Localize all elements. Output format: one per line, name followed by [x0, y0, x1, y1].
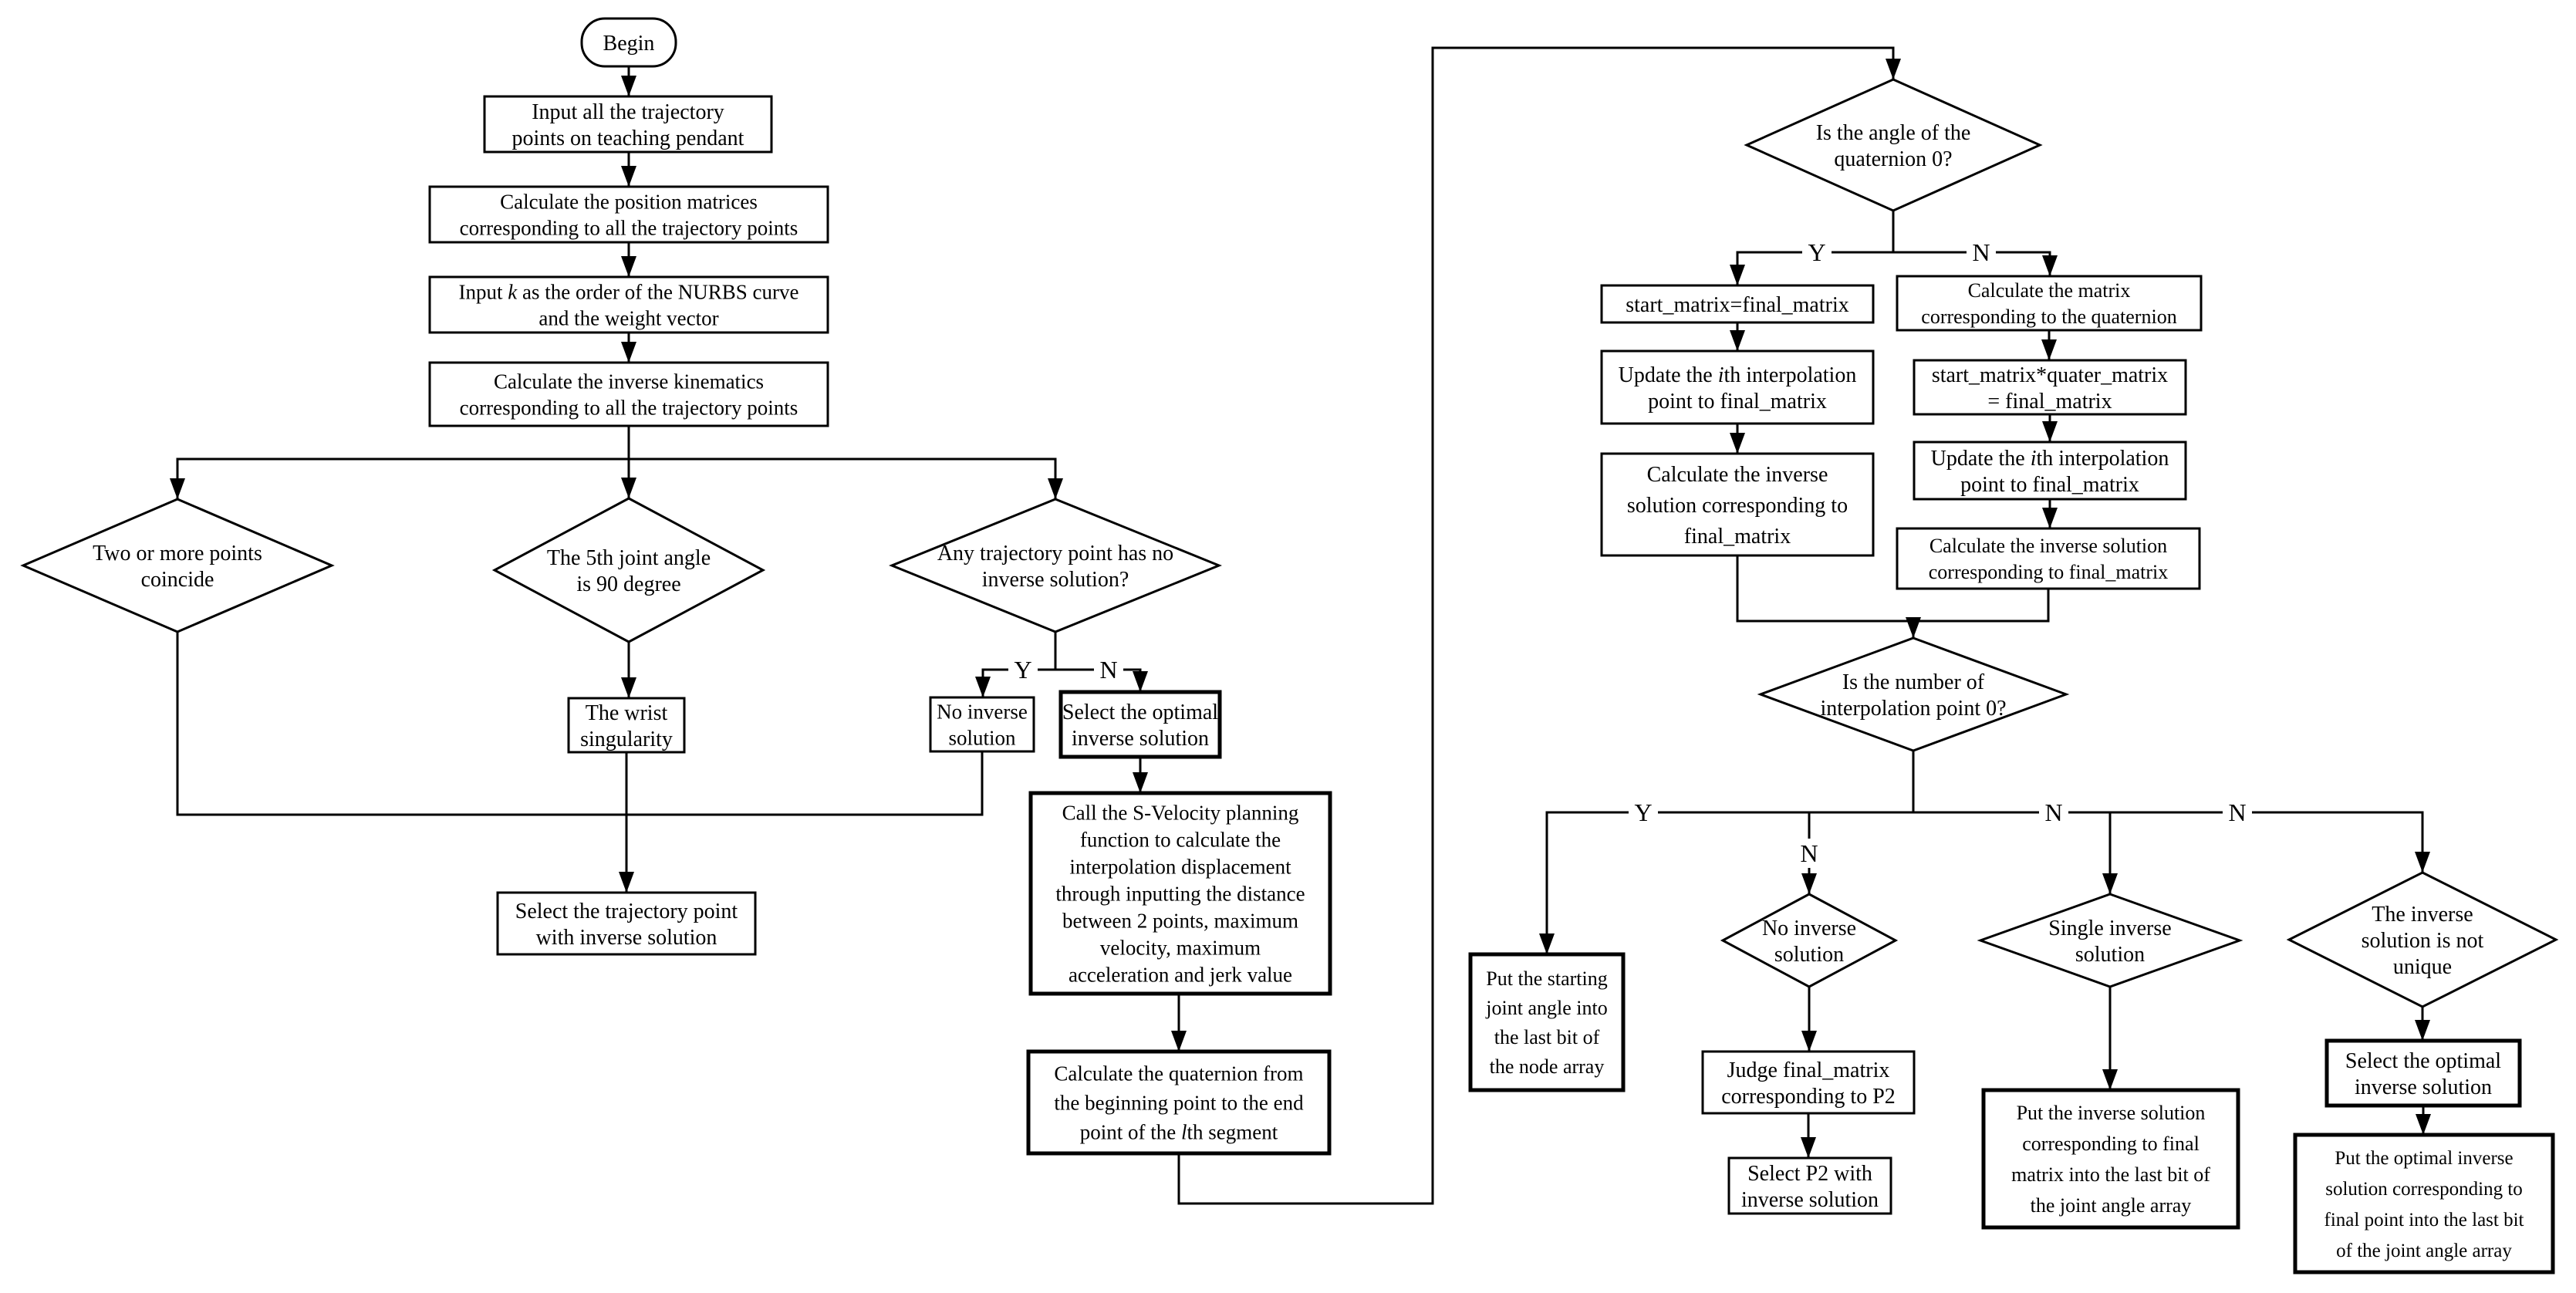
branch-label-y-0 [1008, 655, 1038, 684]
judge-final-matrix-p2-label-line-0: Judge final_matrix [1727, 1058, 1890, 1082]
branch-label-n-7 [2223, 798, 2252, 827]
update-ith-interpolation-n-label-line-0: Update the ith interpolation [1930, 446, 2169, 471]
decision-any-point-no-inverse-label-line-1: inverse solution? [981, 567, 1129, 592]
call-s-velocity-planning-label-line-2: interpolation displacement [1069, 855, 1291, 879]
node-select-p2 [1729, 1158, 1891, 1214]
call-s-velocity-planning-label-line-0: Call the S-Velocity planning [1062, 801, 1299, 825]
select-optimal-inverse-2-label-line-1: inverse solution [2354, 1075, 2493, 1099]
branch-label-n-6 [2039, 798, 2068, 827]
calc-quaternion-segment-label-line-2: point of the lth segment [1079, 1120, 1278, 1144]
decision-no-inverse-solution-label-line-0: No inverse [1761, 916, 1857, 940]
select-trajectory-point-label-line-1: with inverse solution [535, 925, 717, 950]
wrist-singularity-label-line-0: The wrist [585, 701, 668, 725]
branch-label-text: N [1099, 656, 1118, 684]
node-input-k-order [430, 277, 828, 333]
node-begin [582, 19, 676, 66]
decision-single-inverse-label-line-1: solution [2075, 942, 2146, 967]
calc-inverse-solution-y-label-line-2: final_matrix [1683, 524, 1791, 549]
start-matrix-times-quater-label-line-1: = final_matrix [1987, 389, 2112, 414]
node-select-trajectory-point [498, 893, 755, 954]
branch-label-n-1 [1094, 655, 1123, 684]
no-inverse-solution-box-label-line-1: solution [948, 726, 1016, 750]
node-calc-inverse-solution-n [1897, 528, 2200, 589]
calc-matrix-quaternion-label-line-0: Calculate the matrix [1967, 279, 2131, 302]
node-put-optimal-inverse [2295, 1135, 2553, 1272]
calc-matrix-quaternion-label-line-1: corresponding to the quaternion [1921, 306, 2177, 329]
select-p2-label-line-0: Select P2 with [1747, 1161, 1872, 1186]
calc-inverse-solution-y-label-line-0: Calculate the inverse [1646, 462, 1828, 487]
put-optimal-inverse-label-line-1: solution corresponding to [2325, 1178, 2523, 1200]
decision-5th-joint-angle-label-line-0: The 5th joint angle [546, 545, 711, 570]
node-start-matrix-eq-final-matrix [1602, 285, 1873, 322]
calc-quaternion-segment-label-line-0: Calculate the quaternion from [1054, 1062, 1304, 1085]
call-s-velocity-planning-label-line-3: through inputting the distance [1055, 882, 1305, 906]
start-matrix-eq-final-matrix-label-line-0: start_matrix=final_matrix [1626, 292, 1849, 317]
node-update-ith-interpolation-n [1914, 442, 2186, 499]
decision-number-interpolation-0-label-line-1: interpolation point 0? [1820, 696, 2007, 721]
put-inverse-solution-label-line-2: matrix into the last bit of [2011, 1163, 2210, 1187]
decision-inverse-not-unique-label-line-1: solution is not [2361, 928, 2484, 953]
select-optimal-inverse-label-line-1: inverse solution [1071, 726, 1210, 751]
node-update-ith-interpolation-y [1602, 351, 1873, 424]
call-s-velocity-planning-label-line-1: function to calculate the [1079, 828, 1281, 852]
node-calc-matrix-quaternion [1897, 276, 2201, 330]
node-calc-quaternion-segment [1028, 1052, 1329, 1153]
node-call-s-velocity-planning [1031, 793, 1330, 994]
node-start-matrix-times-quater [1914, 360, 2186, 414]
calc-inverse-kinematics-label-line-1: corresponding to all the trajectory points [459, 396, 798, 420]
decision-number-interpolation-0-label-line-0: Is the number of [1842, 670, 1985, 694]
node-no-inverse-solution-box [930, 697, 1034, 751]
decision-inverse-not-unique-label-line-0: The inverse [2372, 902, 2473, 927]
calc-inverse-solution-n-label-line-1: corresponding to final_matrix [1928, 561, 2169, 584]
begin-label-line-0: Begin [603, 31, 655, 56]
call-s-velocity-planning-label-line-5: velocity, maximum [1099, 936, 1261, 960]
put-inverse-solution-label-line-0: Put the inverse solution [2016, 1102, 2206, 1125]
input-k-order-label-line-0: Input k as the order of the NURBS curve [458, 280, 799, 304]
decision-5th-joint-angle-label-line-1: is 90 degree [576, 572, 681, 596]
decision-angle-quaternion-0-label-line-1: quaternion 0? [1834, 147, 1953, 171]
wrist-singularity-label-line-1: singularity [580, 727, 673, 751]
calc-quaternion-segment-label-line-1: the beginning point to the end [1054, 1091, 1304, 1115]
judge-final-matrix-p2-label-line-1: corresponding to P2 [1721, 1084, 1896, 1109]
input-k-order-label-line-1: and the weight vector [538, 306, 719, 330]
put-starting-joint-angle-label-line-3: the node array [1489, 1055, 1605, 1079]
branch-label-text: N [1800, 839, 1818, 867]
select-trajectory-point-label-line-0: Select the trajectory point [515, 899, 738, 923]
calc-inverse-solution-n-label-line-0: Calculate the inverse solution [1929, 535, 2168, 558]
node-judge-final-matrix-p2 [1703, 1052, 1914, 1113]
select-optimal-inverse-label-line-0: Select the optimal [1062, 700, 1219, 724]
branch-label-text: Y [1808, 238, 1826, 266]
node-calc-position-matrices [430, 187, 828, 242]
start-matrix-times-quater-label-line-0: start_matrix*quater_matrix [1931, 363, 2169, 387]
node-calc-inverse-solution-y [1602, 454, 1873, 555]
branch-label-y-2 [1802, 238, 1832, 267]
branch-label-text: N [1972, 238, 1990, 266]
put-starting-joint-angle-label-line-2: the last bit of [1494, 1026, 1600, 1049]
decision-no-inverse-solution-label-line-1: solution [1774, 942, 1845, 967]
branch-label-y-4 [1629, 798, 1658, 827]
branch-label-n-3 [1967, 238, 1996, 267]
node-put-starting-joint-angle [1470, 954, 1623, 1090]
branch-label-text: N [2228, 798, 2247, 826]
decision-any-point-no-inverse-label-line-0: Any trajectory point has no [937, 541, 1174, 565]
update-ith-interpolation-n-label-line-1: point to final_matrix [1960, 472, 2139, 497]
decision-points-coincide-label-line-1: coincide [140, 567, 214, 592]
node-input-trajectory-points [484, 96, 771, 152]
branch-label-text: N [2044, 798, 2063, 826]
call-s-velocity-planning-label-line-4: between 2 points, maximum [1062, 909, 1298, 933]
calc-position-matrices-label-line-1: corresponding to all the trajectory points [459, 216, 798, 240]
select-p2-label-line-1: inverse solution [1740, 1187, 1879, 1212]
decision-inverse-not-unique-label-line-2: unique [2392, 954, 2453, 979]
update-ith-interpolation-y-label-line-1: point to final_matrix [1648, 389, 1827, 414]
call-s-velocity-planning-label-line-6: acceleration and jerk value [1068, 963, 1293, 987]
update-ith-interpolation-y-label-line-0: Update the ith interpolation [1618, 363, 1857, 387]
branch-label-text: Y [1014, 656, 1032, 684]
input-trajectory-points-label-line-0: Input all the trajectory [532, 100, 724, 124]
put-starting-joint-angle-label-line-0: Put the starting [1486, 967, 1608, 991]
put-inverse-solution-label-line-3: the joint angle array [2030, 1194, 2192, 1217]
decision-points-coincide-label-line-0: Two or more points [93, 541, 262, 565]
branch-label-n-5 [1794, 839, 1824, 868]
node-put-inverse-solution [1983, 1090, 2238, 1227]
no-inverse-solution-box-label-line-0: No inverse [937, 700, 1028, 724]
branch-label-text: Y [1634, 798, 1653, 826]
node-select-optimal-inverse [1061, 692, 1220, 757]
put-optimal-inverse-label-line-0: Put the optimal inverse [2335, 1147, 2514, 1169]
put-starting-joint-angle-label-line-1: joint angle into [1486, 997, 1608, 1020]
calc-position-matrices-label-line-0: Calculate the position matrices [500, 190, 758, 214]
node-select-optimal-inverse-2 [2327, 1041, 2520, 1106]
calc-inverse-kinematics-label-line-0: Calculate the inverse kinematics [493, 370, 765, 393]
put-optimal-inverse-label-line-2: final point into the last bit [2324, 1209, 2524, 1231]
put-inverse-solution-label-line-1: corresponding to final [2022, 1133, 2200, 1156]
decision-single-inverse-label-line-0: Single inverse [2048, 916, 2172, 940]
decision-angle-quaternion-0-label-line-0: Is the angle of the [1815, 120, 1971, 145]
node-calc-inverse-kinematics [430, 363, 828, 426]
put-optimal-inverse-label-line-3: of the joint angle array [2336, 1240, 2512, 1261]
input-trajectory-points-label-line-1: points on teaching pendant [511, 126, 744, 150]
calc-inverse-solution-y-label-line-1: solution corresponding to [1626, 493, 1848, 518]
select-optimal-inverse-2-label-line-0: Select the optimal [2345, 1048, 2502, 1073]
node-wrist-singularity [569, 698, 684, 752]
